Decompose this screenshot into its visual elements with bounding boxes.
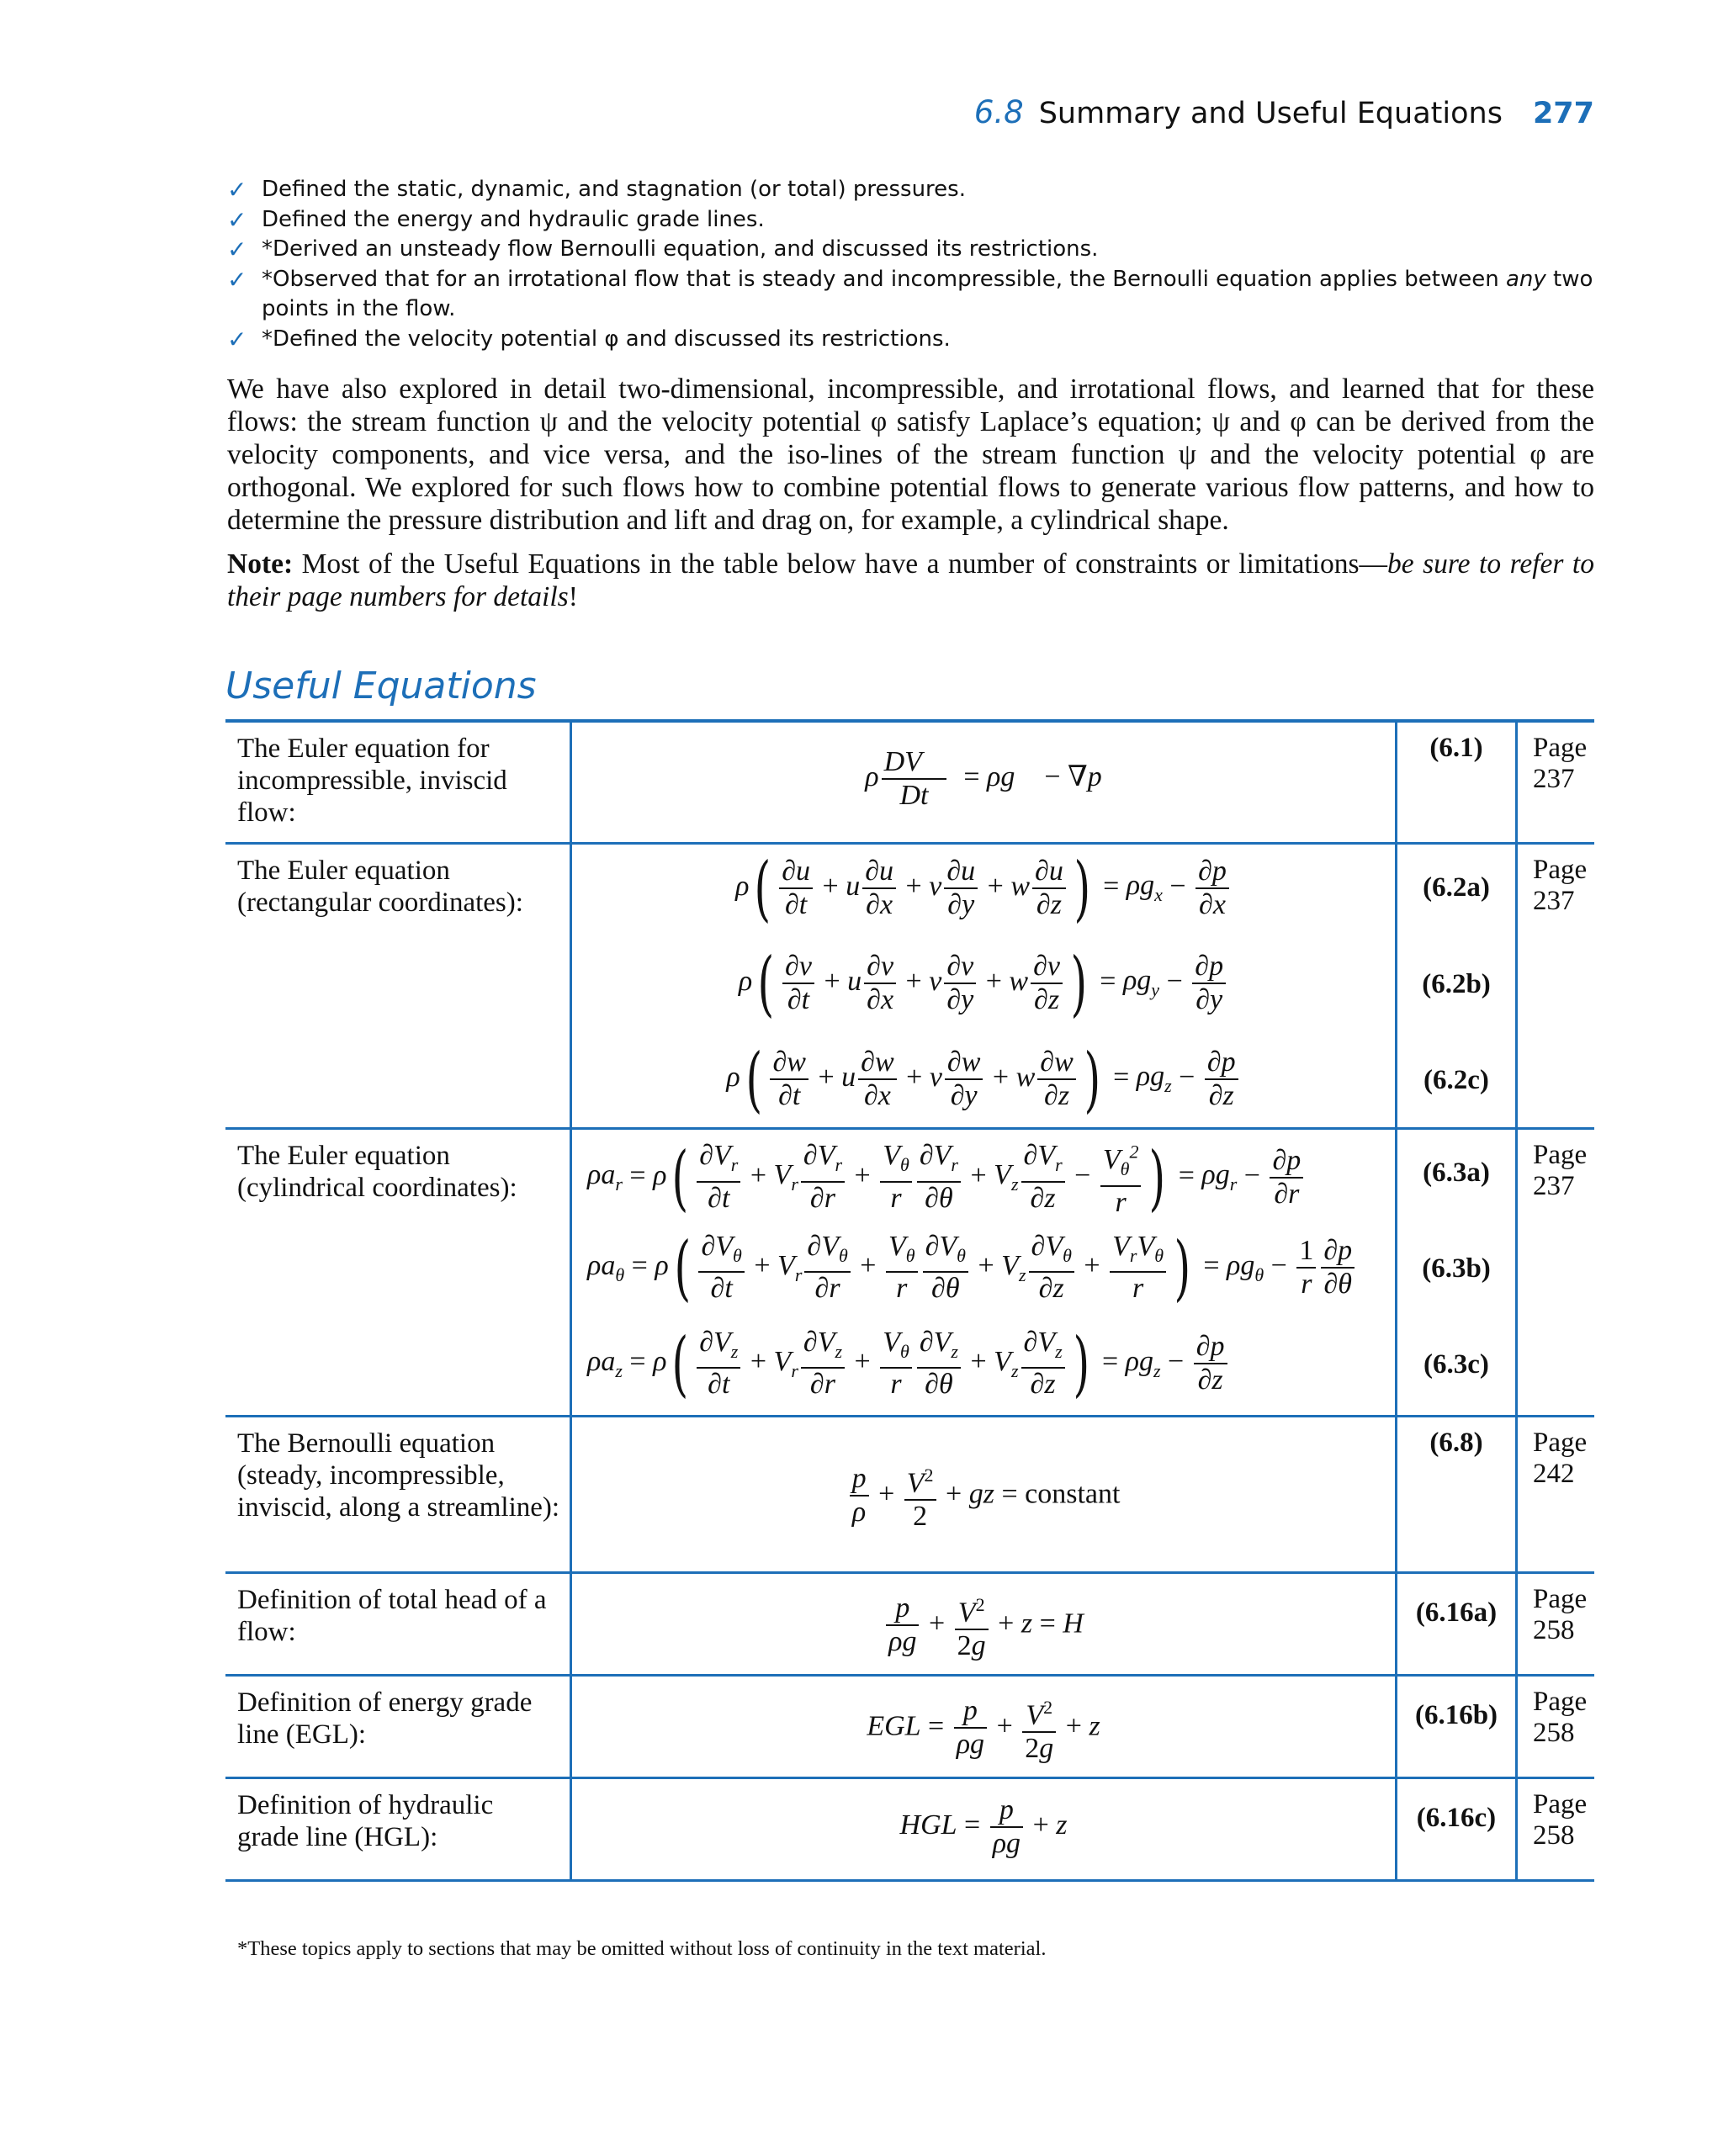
checkmark-icon: ✓ [227,205,247,234]
equation-description: The Euler equation (cylindrical coordinates): [225,1128,571,1416]
equation-6-1: ρ $\frac{DV⃗}{Dt}$ = ρg⃗ − ∇p [865,746,1102,811]
equation-cell [571,1416,1397,1572]
list-item: ✓ Defined the static, dynamic, and stagnation (or total) pressures. [227,176,966,204]
equation-6-8: $\frac{p}{\rho}$ + $\frac{V^2}{2}$ + gz = constant [572,1459,1395,1533]
useful-equations-table [225,719,1594,1882]
equation-number-cell [1397,1675,1517,1777]
equation-number: (6.3b) [1422,1253,1491,1284]
page-reference: Page 258 [1533,1788,1588,1851]
equation-description: The Euler equation for incompressible, inviscid flow: [225,721,571,843]
equation-number: (6.3a) [1423,1157,1490,1188]
section-number: 6.8 [973,94,1024,130]
checkmark-icon: ✓ [227,265,247,294]
equation-6-16b: EGL = $\frac{p}{\rho g}$ + $\frac{V^2}{2g}$ + z [572,1692,1395,1765]
equation-description: The Bernoulli equation (steady, incompressible, inviscid, along a streamline): [225,1416,571,1572]
equation-number-cell [1397,1572,1517,1675]
page-reference: Page 242 [1533,1427,1588,1489]
equation-cell [571,721,1397,843]
summary-paragraph: We have also explored in detail two-dimensional, incompressible, and irrotational flows, and learned that for these flows: the stream function ψ and the velocity potential φ satisfy Laplace’s equation; ψ and φ can be derived from the velocity components, and vice versa, and the iso-lines of the stream function ψ and the velocity potential φ are orthogonal. We explored for such flows how to combine potential flows to generate various flow patterns, and how to determine the pressure distribution and lift and drag on, for example, a cylindrical shape. [227,373,1594,536]
table-row [225,1572,1594,1675]
section-title: Summary and Useful Equations [1038,97,1503,130]
note-label: Note: [227,548,294,580]
equation-6-16c: HGL = $\frac{p}{\rho g}$ + z [899,1793,1068,1859]
equation-number: (6.2b) [1422,968,1491,999]
list-item: ✓ *Observed that for an irrotational flow that is steady and incompressible, the Bernoulli equation applies between any two points in the flow. [227,265,1593,321]
equation-6-2b: ρ( $\frac{\partial v}{\partial t}$ + u $\frac{\partial v}{\partial x}$ + v $\frac{\partial v}{\partial y}$ + w $\frac{\partial v}{\partial z}$ ) = $\rho g_y$ − $\frac{\partial p}{\partial y}$ [572,948,1395,1019]
footnote: *These topics apply to sections that may be omitted without loss of continuity in the text material. [237,1937,1047,1960]
equation-6-3a: $\rho a_r = \rho$( $\frac{\partial V_r}{\partial t}$ + $V_r$ $\frac{\partial V_r}{\partial r}$ + $\frac{V_\theta}{r}$ $\frac{\partial V_r}{\partial\theta}$ + $V_z$ $\frac{\partial V_r}{\partial z}$ − $\frac{V_\theta^2}{r}$ ) = $\rho g_r$ − $\frac{\partial p}{\partial r}$ [587,1136,1410,1219]
checkmark-icon: ✓ [227,325,247,353]
equation-number-cell [1397,1777,1517,1880]
table-row [225,721,1594,843]
equation-cell [571,1572,1397,1675]
table-row [225,1675,1594,1777]
page-reference: Page 237 [1533,733,1588,794]
checkmark-icon: ✓ [227,176,247,204]
equation-6-3b: $\rho a_\theta = \rho$( $\frac{\partial V_\theta}{\partial t}$ + $V_r$ $\frac{\partial V_\theta}{\partial r}$ + $\frac{V_\theta}{r}$ $\frac{\partial V_\theta}{\partial\theta}$ + $V_z$ $\frac{\partial V_\theta}{\partial z}$ + $\frac{V_rV_\theta}{r}$ ) = $\rho g_\theta$ − $\frac{1}{r}$ $\frac{\partial p}{\partial\theta}$ [587,1231,1410,1306]
equation-number-cell [1397,721,1517,843]
list-item: ✓ *Defined the velocity potential φ and discussed its restrictions. [227,325,951,353]
equation-description: Definition of total head of a flow: [225,1572,571,1675]
table-row [225,1128,1594,1416]
equation-number: (6.1) [1429,733,1483,763]
list-item: ✓ *Derived an unsteady flow Bernoulli equation, and discussed its restrictions. [227,236,1099,263]
page-number: 277 [1532,97,1594,130]
page-reference: Page 237 [1533,854,1588,916]
note-paragraph: Note: Most of the Useful Equations in the table below have a number of constraints or limitations—be sure to refer to their page numbers for details! [227,548,1594,612]
equation-6-3c: $\rho a_z = \rho$( $\frac{\partial V_z}{\partial t}$ + $V_r$ $\frac{\partial V_z}{\partial r}$ + $\frac{V_\theta}{r}$ $\frac{\partial V_z}{\partial\theta}$ + $V_z$ $\frac{\partial V_z}{\partial z}$ ) = $\rho g_z$ − $\frac{\partial p}{\partial z}$ [587,1327,1410,1401]
equation-description: Definition of hydraulic grade line (HGL): [225,1777,571,1880]
equation-6-2a: ρ( $\frac{\partial u}{\partial t}$ + u $\frac{\partial u}{\partial x}$ + v $\frac{\partial u}{\partial y}$ + w $\frac{\partial u}{\partial z}$ ) = $\rho g_x$ − $\frac{\partial p}{\partial x}$ [572,853,1395,924]
equation-6-16a: $\frac{p}{\rho g}$ + $\frac{V^2}{2g}$ + z = H [572,1589,1395,1662]
equation-number-cell [1397,1416,1517,1572]
equation-cell [571,1128,1397,1416]
equation-number: (6.2a) [1423,871,1490,903]
equation-description: Definition of energy grade line (EGL): [225,1675,571,1777]
equation-number: (6.8) [1429,1427,1483,1458]
checkmark-icon: ✓ [227,236,247,263]
equation-description: The Euler equation (rectangular coordinates): [225,843,571,1128]
equation-cell [571,1675,1397,1777]
equation-cell [571,1777,1397,1880]
list-item: ✓ Defined the energy and hydraulic grade lines. [227,205,765,234]
equation-number: (6.16c) [1416,1802,1497,1833]
equation-number: (6.2c) [1423,1064,1489,1095]
page-reference: Page 258 [1533,1686,1588,1748]
table-row [225,1777,1594,1880]
equation-number: (6.16b) [1414,1699,1498,1730]
useful-equations-heading: Useful Equations [225,665,537,707]
equation-number-cell [1397,843,1517,1128]
running-header [974,94,1594,130]
equation-number: (6.16a) [1415,1597,1498,1628]
table-row [225,843,1594,1128]
summary-checklist [227,175,1594,354]
table-row [225,1416,1594,1572]
equation-6-2c: ρ( $\frac{\partial w}{\partial t}$ + u $\frac{\partial w}{\partial x}$ + v $\frac{\partial w}{\partial y}$ + w $\frac{\partial w}{\partial z}$ ) = $\rho g_z$ − $\frac{\partial p}{\partial z}$ [572,1044,1395,1115]
equation-number-cell [1397,1128,1517,1416]
page-reference: Page 237 [1533,1139,1588,1201]
page-reference: Page 258 [1533,1583,1588,1645]
equation-cell [571,843,1397,1128]
equation-number: (6.3c) [1423,1348,1489,1380]
